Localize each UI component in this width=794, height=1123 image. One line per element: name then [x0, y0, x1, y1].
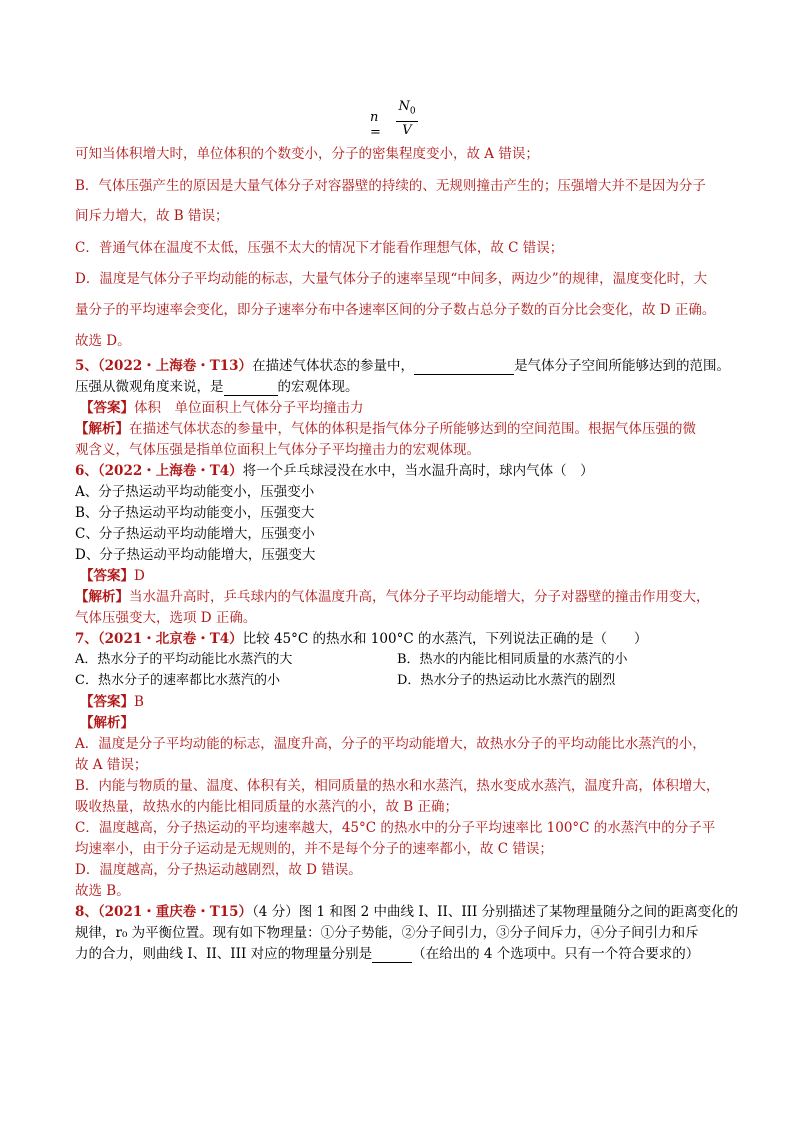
question-7-number: 7、: [75, 631, 98, 647]
question-6-text: 将一个乒乓球浸没在水中，当水温升高时，球内气体（ ）: [242, 463, 594, 479]
analysis-line-7: 故选 D。: [75, 333, 131, 349]
question-8-text-3: 力的合力，则曲线 I、II、III 对应的物理量分别是: [75, 946, 373, 962]
question-5-text-1: 在描述气体状态的参量中，: [252, 358, 415, 374]
question-5-answer: [80, 399, 364, 417]
analysis-text: 当水温升高时，乒乓球内的气体温度升高，气体分子平均动能增大，分子对器壁的撞击作用变大，: [129, 589, 710, 605]
question-5-line-1: [75, 357, 730, 375]
question-6-number: 6、: [75, 463, 98, 479]
formula-fraction: [396, 100, 418, 138]
question-6-analysis-2: 气体压强变大，选项 D 正确。: [75, 610, 257, 626]
question-7-option-a: A．热水分子的平均动能比水蒸汽的大: [75, 652, 293, 667]
question-5-text-2: 是气体分子空间所能够达到的范围。: [514, 358, 731, 374]
question-8-number: 8、: [75, 904, 98, 920]
analysis-line-6: 量分子的平均速率会变化，即分子速率分布中各速率区间的分子数占总分子数的百分比会变化，故 D 正确。: [75, 302, 716, 318]
question-5-blank-1: [414, 360, 514, 375]
formula-numerator-subscript: 0: [409, 106, 416, 117]
formula-numerator: [396, 100, 418, 119]
question-7-analysis-7: D．温度越高，分子热运动越剧烈，故 D 错误。: [75, 862, 362, 878]
question-8-blank: [372, 948, 412, 963]
question-7-option-c: C．热水分子的速率都比水蒸汽的小: [75, 673, 280, 688]
question-7-analysis-3: B．内能与物质的量、温度、体积有关，相同质量的热水和水蒸汽，热水变成水蒸汽，温度升高，体积增大，: [75, 778, 720, 794]
question-7-analysis-4: 吸收热量，故热水的内能比相同质量的水蒸汽的小，故 B 正确；: [75, 799, 459, 815]
analysis-line-5: D．温度是气体分子平均动能的标志，大量气体分子的速率呈现“中间多，两边少”的规律，温度变化时，大: [75, 271, 708, 287]
analysis-tag: 【解析】: [75, 589, 129, 605]
question-5-text-4: 的宏观体现。: [277, 379, 359, 395]
question-7-source: （2021・北京卷・T4）: [97, 631, 243, 647]
question-8-source: （2021・重庆卷・T15）: [97, 904, 253, 920]
answer-text: D: [134, 568, 145, 584]
analysis-line-1: 可知当体积增大时，单位体积的个数变小，分子的密集程度变小，故 A 错误；: [75, 146, 539, 162]
question-7-line-1: [75, 630, 647, 648]
question-6-option-b: B、分子热运动平均动能变小，压强变大: [75, 505, 315, 521]
question-7-analysis-2: 故 A 错误；: [75, 757, 148, 773]
question-5-number: 5、: [75, 358, 98, 374]
question-8-line-3: [75, 945, 699, 963]
question-6-option-c: C、分子热运动平均动能增大，压强变小: [75, 526, 315, 542]
analysis-text: 在描述气体状态的参量中，气体的体积是指气体分子所能够达到的空间范围。根据气体压强的微: [129, 421, 696, 437]
question-7-analysis-8: 故选 B。: [75, 883, 130, 899]
answer-tag: 【答案】: [80, 694, 134, 710]
question-7-analysis-1: A．温度是分子平均动能的标志，温度升高，分子的平均动能增大，故热水分子的平均动能比水蒸汽的小，: [75, 736, 706, 752]
question-5-source: （2022・上海卷・T13）: [97, 358, 253, 374]
question-7-text: 比较 45°C 的热水和 100°C 的水蒸汽，下列说法正确的是（ ）: [242, 631, 648, 647]
question-8-text-4: （在给出的 4 个选项中。只有一个符合要求的）: [412, 946, 700, 962]
question-6-line-1: [75, 462, 594, 480]
answer-text: 体积 单位面积上气体分子平均撞击力: [134, 400, 364, 416]
question-5-line-2: [75, 378, 359, 396]
formula-fraction-bar: [396, 121, 418, 122]
question-6-source: （2022・上海卷・T4）: [97, 463, 243, 479]
question-5-analysis-1: [75, 420, 696, 438]
question-5-text-3: 压强从微观角度来说，是: [75, 379, 224, 395]
question-6-option-a: A、分子热运动平均动能变小，压强变小: [75, 484, 315, 500]
analysis-line-2: B．气体压强产生的原因是大量气体分子对容器壁的持续的、无规则撞击产生的；压强增大并不是因为分子: [75, 178, 706, 194]
question-8-text-1: （4 分）图 1 和图 2 中曲线 I、II、III 分别描述了某物理量随分之间的距离变化的: [252, 904, 739, 920]
analysis-tag: 【解析】: [75, 421, 129, 437]
question-7-analysis-tag: 【解析】: [80, 715, 134, 731]
question-7-analysis-6: 均速率小，由于分子运动是无规则的，并不是每个分子的速率都小，故 C 错误；: [75, 841, 553, 857]
question-8-line-2: 规律，r₀ 为平衡位置。现有如下物理量：①分子势能，②分子间引力，③分子间斥力，④分子间引力和斥: [75, 925, 699, 941]
analysis-line-4: C．普通气体在温度不太低，压强不太大的情况下才能看作理想气体，故 C 错误；: [75, 240, 564, 256]
question-7-option-d: D．热水分子的热运动比水蒸汽的剧烈: [397, 673, 616, 688]
question-7-option-b: B．热水的内能比相同质量的水蒸汽的小: [397, 652, 628, 667]
question-6-answer: [80, 567, 145, 585]
question-5-analysis-2: 观含义，气体压强是指单位面积上气体分子平均撞击力的宏观体现。: [75, 442, 480, 458]
formula-lhs: n =: [370, 110, 381, 140]
question-7-answer: [80, 693, 144, 711]
answer-tag: 【答案】: [80, 568, 134, 584]
question-5-blank-2: [224, 381, 278, 396]
analysis-line-3: 间斥力增大，故 B 错误；: [75, 208, 229, 224]
question-6-analysis-1: [75, 588, 710, 606]
formula-numerator-symbol: N: [398, 99, 410, 114]
answer-tag: 【答案】: [80, 400, 134, 416]
question-7-analysis-5: C．温度越高，分子热运动的平均速率越大，45°C 的热水中的分子平均速率比 100°C 的水蒸汽中的分子平: [75, 820, 716, 836]
answer-text: B: [134, 694, 144, 710]
question-8-line-1: [75, 903, 738, 921]
formula-denominator: V: [402, 122, 412, 138]
question-6-option-d: D、分子热运动平均动能增大，压强变大: [75, 547, 316, 563]
